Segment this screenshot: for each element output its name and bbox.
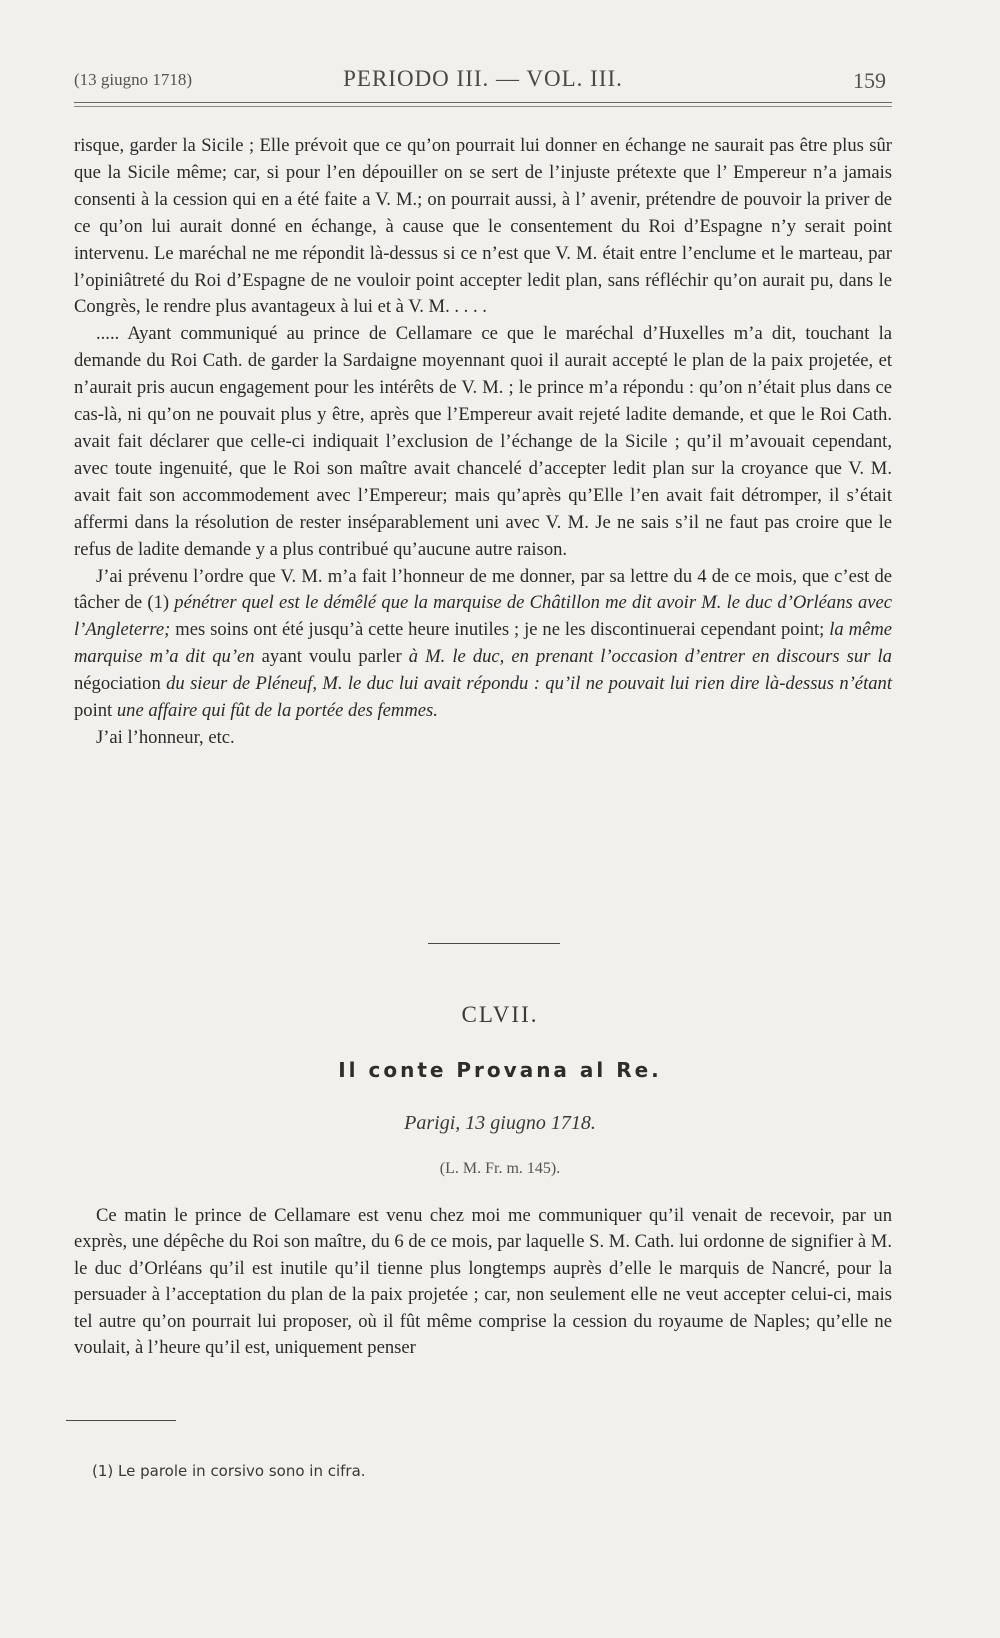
header-date: (13 giugno 1718) [74, 70, 193, 89]
ciphered-text: une affaire qui fût de la portée des femmes. [116, 700, 438, 722]
plain-text: J’ai prévenu l’ordre que V. M. m’a fait l’honneur de me donner, par sa lettre du 4 de ce mois, que c’est de tâcher de (1) [74, 565, 892, 614]
plain-text: négociation [74, 673, 167, 695]
document-title: Il conte Provana al Re. [338, 1058, 662, 1082]
section-separator [428, 943, 560, 944]
header-title: PERIODO III. — VOL. III. [343, 66, 623, 91]
plain-text: ayant voulu parler [254, 646, 409, 668]
paragraph-ciphered [74, 564, 892, 725]
document-body [74, 1203, 892, 1361]
page-number: 159 [853, 68, 886, 93]
ciphered-text: à M. le duc, en prenant l’occasion d’entrer en discours sur la [408, 646, 892, 668]
document-place-date: Parigi, 13 giugno 1718. [404, 1112, 596, 1134]
document-number: CLVII. [461, 1002, 539, 1027]
paragraph: risque, garder la Sicile ; Elle prévoit que ce qu’on pourrait lui donner en échange ne saurait pas être plus sûr que la Sicile même; car, si pour l’en dépouiller on se sert de l’injuste prétexte que l’ Empereur n’a jamais consenti à la cession qui en a été faite a V. M.; on pourrait aussi, à l’ avenir, prétendre de pouvoir la priver de ce qu’on lui aurait donné en échange, à cause que le consentement du Roi d’Espagne n’y serait point intervenu. Le maréchal ne me répondit là-dessus si ce n’est que V. M. était entre l’enclume et le marteau, par l’opiniâtreté du Roi d’Espagne de ne vouloir point accepter ledit plan, sans réfléchir qu’on aurait pu, dans le Congrès, le rendre plus avantageux à lui et à V. M. . . . . [74, 135, 892, 318]
document-source: (L. M. Fr. m. 145). [439, 1160, 561, 1177]
running-header [74, 62, 892, 102]
header-rule [74, 102, 892, 103]
plain-text: mes soins ont été jusqu’à cette heure inutiles ; je ne les discontinuerai cependant point; [170, 619, 830, 641]
header-rule-secondary [74, 106, 892, 107]
ciphered-text: la même marquise m’a dit qu’en [74, 619, 892, 668]
paragraph: Ce matin le prince de Cellamare est venu chez moi me communiquer qu’il venait de recevoir, par un exprès, une dépêche du Roi son maître, du 6 de ce mois, par laquelle S. M. Cath. lui ordonne de signifier à M. le duc d’Orléans qu’il est inutile qu’il tienne plus longtemps auprès d’elle le marquis de Nancré, pour la persuader à l’acceptation du plan de la paix projetée ; car, non seulement elle ne veut accepter celui-ci, mais tel autre qu’on pourrait lui proposer, où il fût même comprise la cession du royaume de Naples; qu’elle ne voulait, à l’heure qu’il est, uniquement penser [74, 1205, 892, 1359]
footnote-rule [66, 1420, 176, 1421]
footnote: (1) Le parole in corsivo sono in cifra. [92, 1462, 366, 1480]
paragraph: ..... Ayant communiqué au prince de Cellamare ce que le maréchal d’Huxelles m’a dit, touchant la demande du Roi Cath. de garder la Sardaigne moyennant quoi il aurait accepté le plan de la paix projetée, et n’aurait pris aucun engagement pour les intérêts de V. M. ; le prince m’a répondu : qu’on n’était plus dans ce cas-là, ni qu’on ne pouvait plus y être, après que l’Empereur avait rejeté ladite demande, et que le Roi Cath. avait fait déclarer que celle-ci indiquait l’exclusion de l’échange de la Sicile ; qu’il m’avouait cependant, avec toute ingenuité, que le Roi son maître avait chancelé d’accepter ledit plan sur la croyance que V. M. avait fait son accommodement avec l’Empereur; mais qu’après qu’Elle l’en avait fait détromper, il s’était affermi dans la résolution de rester inséparablement uni avec V. M. Je ne sais s’il ne faut pas croire que le refus de ladite demande y a plus contribué qu’aucune autre raison. [74, 323, 892, 560]
plain-text: point [74, 700, 117, 722]
letter-continuation [74, 133, 892, 752]
closing-formula: J’ai l’honneur, etc. [96, 726, 235, 748]
ciphered-text: du sieur de Pléneuf, M. le duc lui avait répondu : qu’il ne pouvait lui rien dire là-dessus n’étant [166, 673, 892, 695]
ciphered-text: pénétrer quel est le démêlé que la marquise de Châtillon me dit avoir M. le duc d’Orléans avec l’Angleterre; [74, 592, 893, 641]
